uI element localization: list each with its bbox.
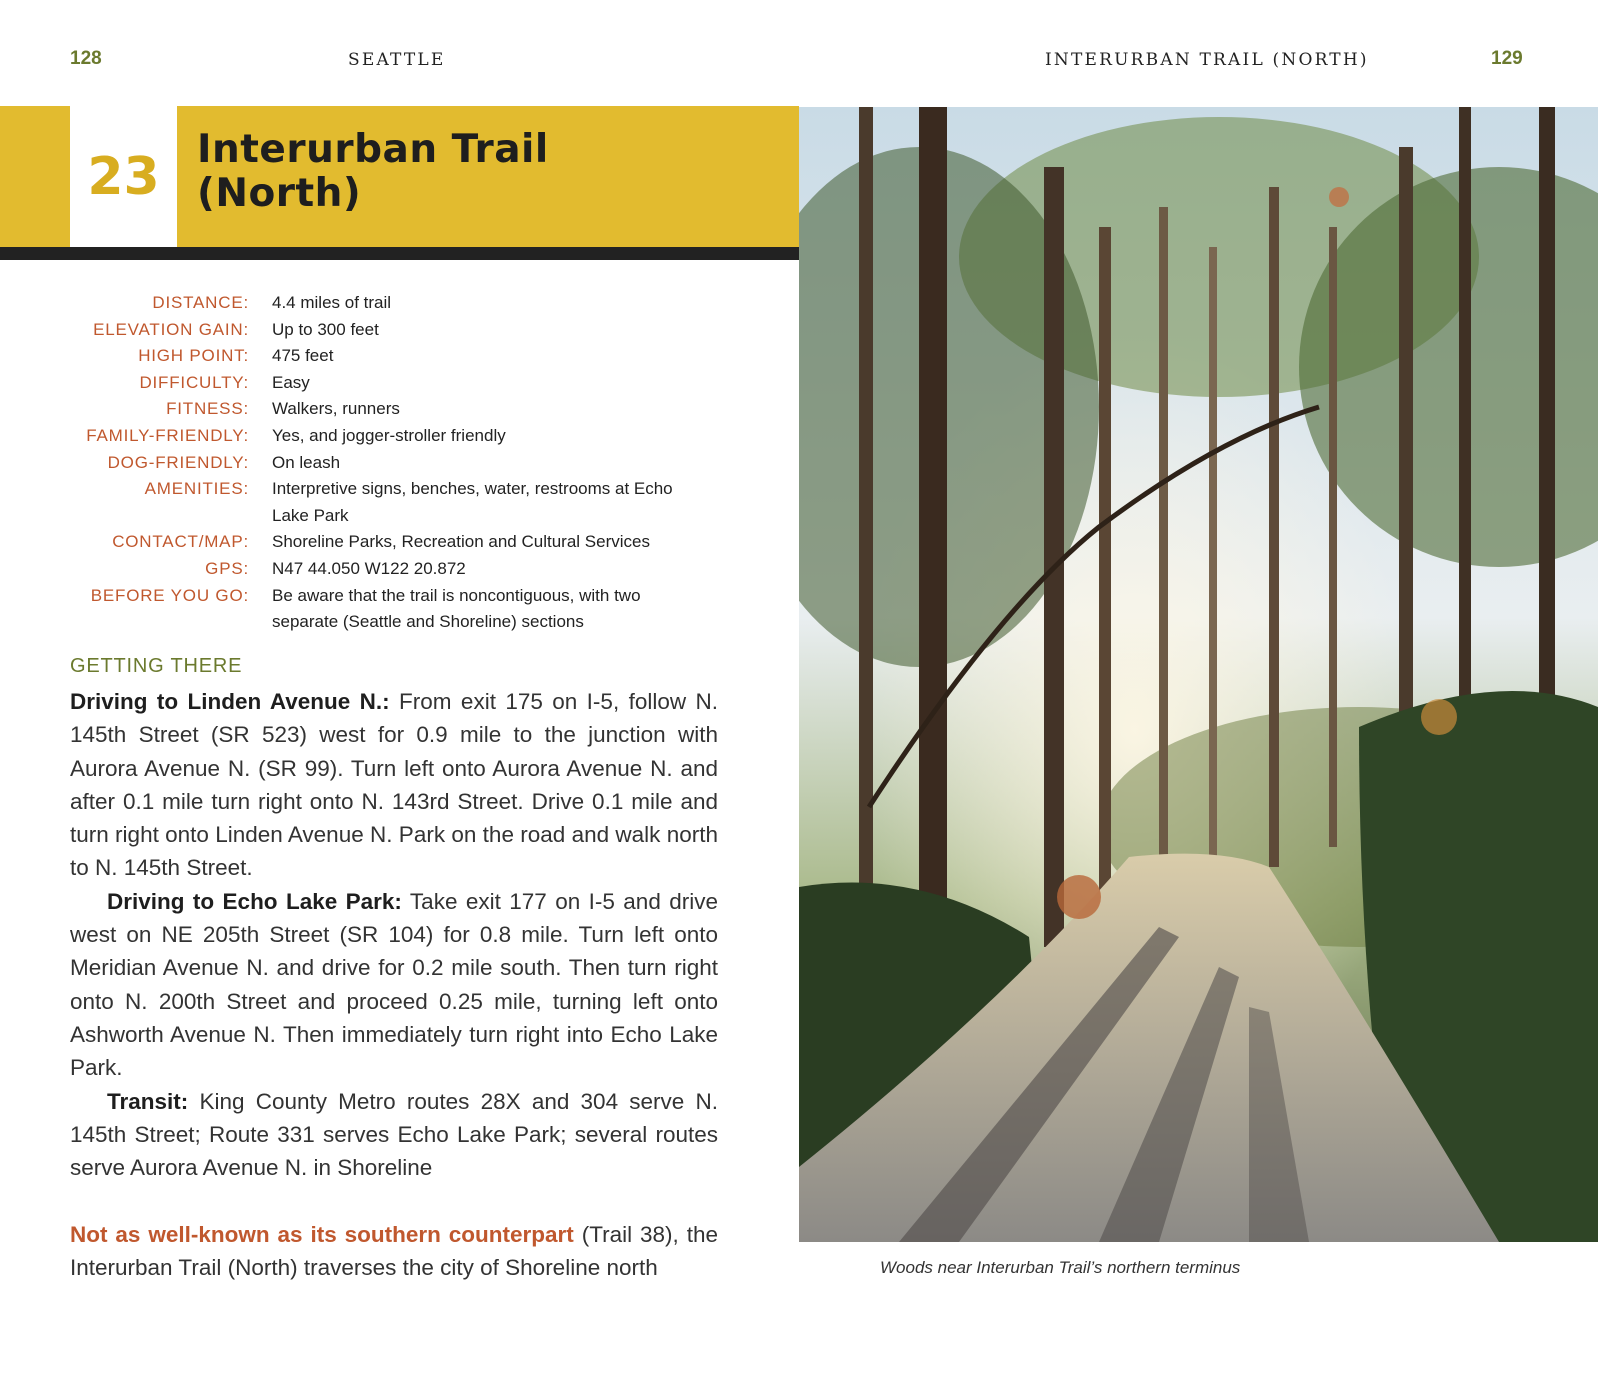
trail-title-line2: (North) bbox=[197, 171, 362, 216]
fact-row bbox=[60, 583, 702, 636]
fact-label: HIGH POINT: bbox=[138, 346, 249, 366]
fact-row bbox=[60, 423, 702, 450]
trail-facts bbox=[60, 290, 702, 636]
fact-label: DISTANCE: bbox=[152, 293, 249, 312]
fact-row bbox=[60, 317, 702, 344]
directions-paragraph bbox=[70, 885, 718, 1085]
fact-label: GPS: bbox=[205, 558, 249, 578]
fact-value: Shoreline Parks, Recreation and Cultural Services bbox=[272, 532, 650, 552]
forest-trail-photo bbox=[799, 107, 1598, 1242]
fact-value: Easy bbox=[272, 372, 310, 392]
intro-paragraph bbox=[70, 1218, 718, 1285]
fact-value: Walkers, runners bbox=[272, 399, 400, 419]
fact-row bbox=[60, 529, 702, 556]
fact-value: On leash bbox=[272, 452, 341, 472]
photo-caption: Woods near Interurban Trail’s northern terminus bbox=[880, 1258, 1241, 1277]
fact-value: Interpretive signs, benches, water, restrooms at Echo Lake Park bbox=[272, 479, 673, 525]
fact-row bbox=[60, 290, 702, 317]
fact-label: BEFORE YOU GO: bbox=[90, 585, 249, 605]
directions-lead: Driving to Echo Lake Park: bbox=[107, 888, 402, 914]
fact-label: CONTACT/MAP: bbox=[112, 532, 249, 552]
right-running-head: INTERURBAN TRAIL (NORTH) bbox=[1045, 50, 1369, 70]
intro-text: (Trail 38), the Interurban Trail (North) traverses the city of Shoreline north bbox=[70, 1222, 718, 1281]
fact-value: Yes, and jogger-stroller friendly bbox=[272, 425, 506, 445]
fact-row bbox=[60, 396, 702, 423]
directions-text: Take exit 177 on I-5 and drive west on NE 205th Street (SR 104) for 0.8 mile. Turn left onto Meridian Avenue N. and drive for 0.2 mile south. Then turn right onto N. 200th Street and proceed 0.25 mile, turning left onto Ashworth Avenue N. Then immediately turn right into Echo Lake Park. bbox=[70, 888, 719, 1081]
fact-row bbox=[60, 450, 702, 477]
fact-row bbox=[60, 556, 702, 583]
getting-there-body bbox=[70, 685, 718, 1184]
fact-row bbox=[60, 476, 702, 529]
intro-body bbox=[70, 1218, 718, 1285]
fact-label: FAMILY-FRIENDLY: bbox=[86, 425, 249, 445]
fact-value: Be aware that the trail is noncontiguous, with two separate (Seattle and Shoreline) sections bbox=[272, 585, 641, 632]
fact-label: ELEVATION GAIN: bbox=[93, 319, 249, 339]
fact-value: 475 feet bbox=[272, 346, 334, 366]
title-rule bbox=[0, 247, 799, 260]
fact-label: DOG-FRIENDLY: bbox=[107, 452, 249, 472]
directions-lead: Driving to Linden Avenue N.: bbox=[70, 689, 390, 714]
fact-value: 4.4 miles of trail bbox=[272, 293, 392, 312]
fact-row bbox=[60, 370, 702, 397]
fact-label: FITNESS: bbox=[166, 399, 249, 419]
left-page-number: 128 bbox=[70, 48, 102, 69]
trail-title-line1: Interurban Trail bbox=[197, 127, 549, 172]
directions-paragraph bbox=[70, 685, 718, 885]
directions-text: From exit 175 on I-5, follow N. 145th Street (SR 523) west for 0.9 mile to the junction with Aurora Avenue N. (SR 99). Turn left onto Aurora Avenue N. and after 0.1 mile turn right onto N. 143rd Street. Drive 0.1 mile and turn right onto Linden Avenue N. Park on the road and walk north to N. 145th Street. bbox=[70, 689, 718, 881]
trail-title bbox=[197, 128, 549, 216]
directions-text: King County Metro routes 28X and 304 serve N. 145th Street; Route 331 serves Echo Lake Park; several routes serve Aurora Avenue N. in Shoreline bbox=[70, 1088, 718, 1181]
intro-lead: Not as well-known as its southern counterpart bbox=[70, 1222, 574, 1247]
trail-number-box bbox=[70, 106, 177, 247]
fact-label: DIFFICULTY: bbox=[139, 372, 249, 392]
directions-lead: Transit: bbox=[107, 1088, 189, 1114]
fact-row bbox=[60, 343, 702, 370]
trail-number: 23 bbox=[87, 146, 160, 207]
fact-label: AMENITIES: bbox=[144, 479, 249, 499]
fact-value: N47 44.050 W122 20.872 bbox=[272, 558, 466, 578]
fact-value: Up to 300 feet bbox=[272, 319, 379, 339]
left-running-head: SEATTLE bbox=[348, 50, 446, 70]
getting-there-heading: GETTING THERE bbox=[70, 655, 243, 677]
directions-paragraph bbox=[70, 1085, 718, 1185]
right-page-number: 129 bbox=[1491, 48, 1523, 69]
